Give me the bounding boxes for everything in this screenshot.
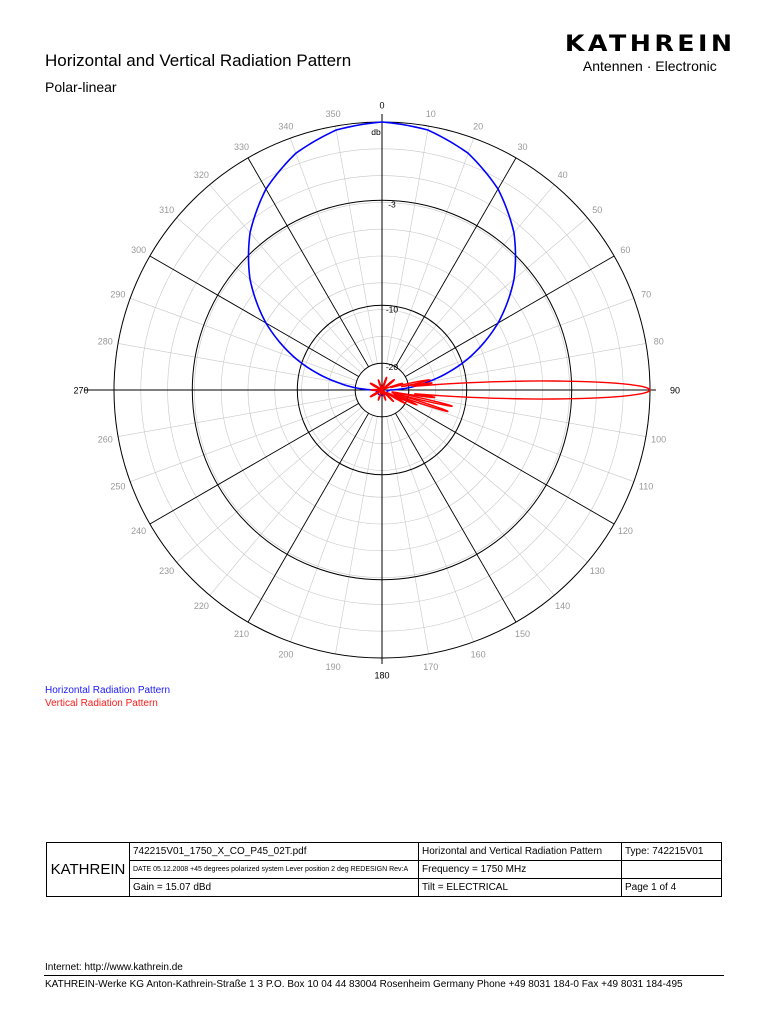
angle-label-60: 60 xyxy=(620,245,631,255)
angle-label-330: 330 xyxy=(233,142,250,153)
info-type: Type: 742215V01 xyxy=(622,843,722,861)
angle-label-120: 120 xyxy=(617,526,633,536)
grid-spoke xyxy=(403,218,588,373)
vertical-pattern-curve xyxy=(370,377,650,411)
radial-label--3: -3 xyxy=(388,199,396,210)
page-subtitle: Polar-linear xyxy=(45,79,117,95)
info-page: Page 1 of 4 xyxy=(622,879,722,897)
footer-address: KATHREIN-Werke KG Anton-Kathrein-Straße 1 3 P.O. Box 10 04 44 83004 Rosenheim Germany Phone +49 8031 184-0 Fax +49 8031 184-495 xyxy=(45,979,683,990)
angle-label-180: 180 xyxy=(374,670,390,681)
angle-label-0: 0 xyxy=(379,100,385,111)
radial-label-db: db xyxy=(371,127,381,137)
major-spoke xyxy=(150,256,359,377)
grid-spoke xyxy=(335,416,377,654)
grid-spoke xyxy=(387,126,429,364)
angle-label-90: 90 xyxy=(669,385,681,396)
grid-spoke xyxy=(210,411,365,596)
angle-label-50: 50 xyxy=(592,204,603,215)
grid-spoke xyxy=(387,416,429,654)
angle-label-200: 200 xyxy=(278,649,294,660)
info-file-name: 742215V01_1750_X_CO_P45_02T.pdf xyxy=(130,843,419,861)
page-title: Horizontal and Vertical Radiation Pattern xyxy=(45,51,352,70)
footer-divider xyxy=(44,975,724,976)
angle-label-270: 270 xyxy=(73,385,89,396)
angle-label-100: 100 xyxy=(651,434,667,445)
legend-vertical: Vertical Radiation Pattern xyxy=(45,698,158,709)
grid-spoke xyxy=(391,138,473,365)
angle-label-10: 10 xyxy=(425,108,436,119)
grid-spoke xyxy=(391,415,473,642)
angle-label-30: 30 xyxy=(517,142,528,153)
info-gain: Gain = 15.07 dBd xyxy=(130,879,419,897)
grid-spoke xyxy=(403,407,588,562)
angle-label-320: 320 xyxy=(193,170,209,181)
grid-spoke xyxy=(407,399,634,481)
grid-spoke xyxy=(118,395,356,437)
brand-tagline: Antennen · Electronic xyxy=(582,58,717,74)
grid-spoke xyxy=(335,126,377,364)
info-pattern-title: Horizontal and Vertical Radiation Pattern xyxy=(419,843,622,861)
angle-label-350: 350 xyxy=(325,108,341,119)
angle-label-20: 20 xyxy=(473,121,484,132)
angle-label-290: 290 xyxy=(110,289,126,300)
grid-spoke xyxy=(290,138,372,365)
grid-spoke xyxy=(290,415,372,642)
info-logo: KATHREIN xyxy=(47,843,130,897)
major-spoke xyxy=(405,403,614,524)
angle-label-310: 310 xyxy=(159,204,175,215)
radial-label--20: -20 xyxy=(385,362,399,373)
polar-chart xyxy=(0,95,768,685)
angle-label-230: 230 xyxy=(159,566,175,577)
grid-spoke xyxy=(130,298,357,380)
grid-spoke xyxy=(399,185,554,370)
radial-label--10: -10 xyxy=(385,304,399,315)
legend-horizontal: Horizontal Radiation Pattern xyxy=(45,685,171,696)
info-frequency: Frequency = 1750 MHz xyxy=(419,861,622,879)
angle-label-190: 190 xyxy=(325,662,341,673)
grid-spoke xyxy=(177,407,362,562)
angle-label-70: 70 xyxy=(641,289,652,300)
grid-spoke xyxy=(118,343,356,385)
info-tilt: Tilt = ELECTRICAL xyxy=(419,879,622,897)
major-spoke xyxy=(248,413,369,622)
info-table xyxy=(46,842,722,897)
angle-label-160: 160 xyxy=(470,649,486,660)
angle-label-250: 250 xyxy=(110,481,126,492)
angle-label-170: 170 xyxy=(423,662,439,673)
info-empty-cell xyxy=(622,861,722,879)
grid-spoke xyxy=(210,185,365,370)
footer-internet: Internet: http://www.kathrein.de xyxy=(45,962,183,973)
major-spoke xyxy=(395,413,516,622)
grid-spoke xyxy=(399,411,554,596)
angle-label-210: 210 xyxy=(233,628,250,639)
angle-label-280: 280 xyxy=(97,336,113,347)
angle-label-340: 340 xyxy=(278,121,294,132)
angle-label-260: 260 xyxy=(97,434,113,445)
info-date: DATE 05.12.2008 +45 degrees polarized system Lever position 2 deg REDESIGN Rev:A xyxy=(130,861,419,879)
angle-label-240: 240 xyxy=(131,526,147,536)
angle-label-300: 300 xyxy=(131,245,147,255)
angle-label-140: 140 xyxy=(555,600,571,611)
grid-spoke xyxy=(408,395,646,437)
grid-spoke xyxy=(177,218,362,373)
angle-label-130: 130 xyxy=(589,566,605,577)
angle-label-80: 80 xyxy=(653,336,664,347)
grid-spoke xyxy=(408,343,646,385)
grid-spoke xyxy=(130,399,357,481)
brand-logo xyxy=(564,32,736,74)
brand-logo-text: KATHREIN xyxy=(564,32,736,57)
angle-label-220: 220 xyxy=(193,600,209,611)
grid-spoke xyxy=(407,298,634,380)
major-spoke xyxy=(405,256,614,377)
angle-label-40: 40 xyxy=(557,170,568,181)
angle-label-110: 110 xyxy=(638,481,654,492)
major-spoke xyxy=(150,403,359,524)
angle-label-150: 150 xyxy=(514,628,531,639)
